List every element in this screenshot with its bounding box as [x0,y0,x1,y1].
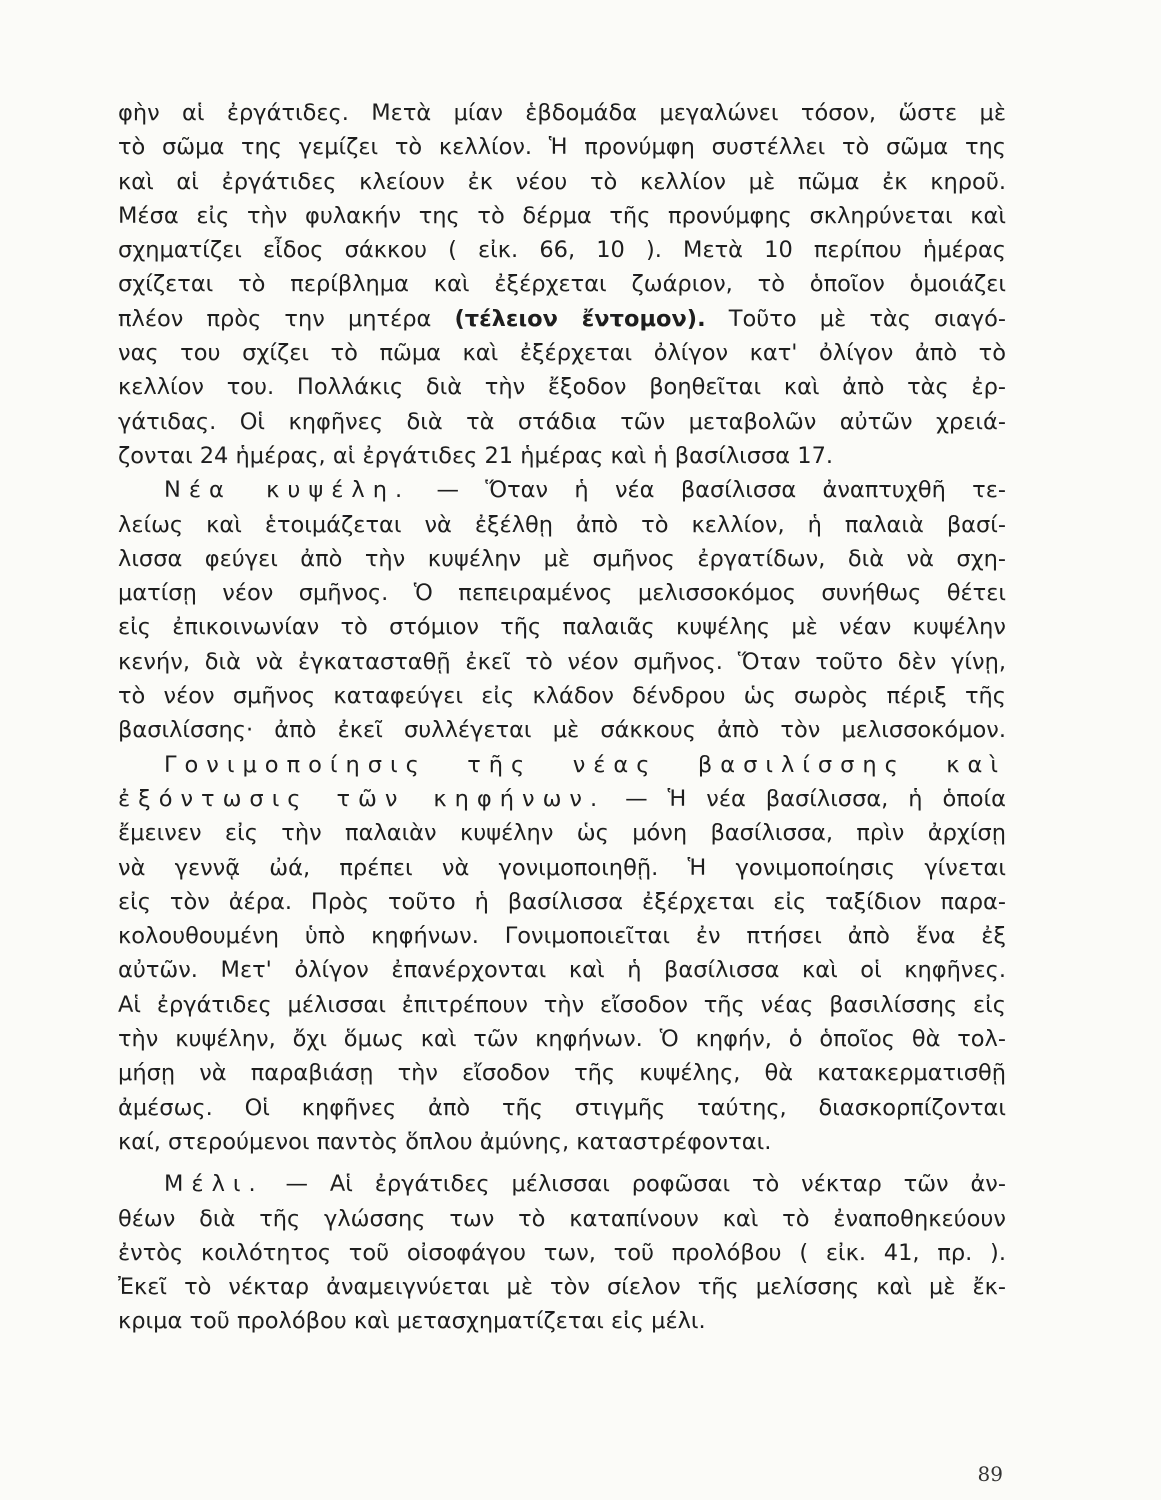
text-line: κολουθουμένη ὑπὸ κηφήνων. Γονιμοποιεῖται ἐν πτήσει ἀπὸ ἕνα ἐξ [118,923,1006,950]
paragraph-new-hive [118,473,1006,747]
text-line: σχίζεται τὸ περίβλημα καὶ ἐξέρχεται ζωάριον, τὸ ὁποῖον ὁμοιάζει [118,271,1006,298]
section-heading: Γονιμοποίησις τῆς νέας βασιλίσσης καὶ [164,751,1006,778]
text-line: αὐτῶν. Μετ' ὀλίγον ἐπανέρχονται καὶ ἡ βασίλισσα καὶ οἱ κηφῆνες. [118,957,1006,984]
text-line: γάτιδας. Οἱ κηφῆνες διὰ τὰ στάδια τῶν μεταβολῶν αὐτῶν χρειά- [118,408,1006,435]
text-line: Μέσα εἰς τὴν φυλακήν της τὸ δέρμα τῆς προνύμφης σκληρύνεται καὶ [118,202,1006,229]
text-line: εἰς ἐπικοινωνίαν τὸ στόμιον τῆς παλαιᾶς κυψέλης μὲ νέαν κυψέλην [118,614,1006,641]
text-line: κενήν, διὰ νὰ ἐγκατασταθῇ ἐκεῖ τὸ νέον σμῆνος. Ὅταν τοῦτο δὲν γίνῃ, [118,648,1006,675]
text-line: κελλίον του. Πολλάκις διὰ τὴν ἔξοδον βοηθεῖται καὶ ἀπὸ τὰς ἐρ- [118,374,1006,401]
text-line: φὴν αἱ ἐργάτιδες. Μετὰ μίαν ἑβδομάδα μεγαλώνει τόσον, ὥστε μὲ [118,100,1006,126]
page-number: 89 [977,1462,1003,1486]
body-text [118,96,1006,1339]
text-line [118,473,1006,507]
text-line: εἰς τὸν ἀέρα. Πρὸς τοῦτο ἡ βασίλισσα ἐξέρχεται εἰς ταξίδιον παρα- [118,888,1006,915]
text-run: — Αἱ ἐργάτιδες μέλισσαι ροφῶσαι τὸ νέκταρ τῶν ἀν- [263,1171,1006,1198]
text-line: ἔμεινεν εἰς τὴν παλαιὰν κυψέλην ὡς μόνη βασίλισσα, πρὶν ἀρχίσῃ [118,820,1006,847]
paragraph-honey [118,1167,1006,1338]
text-line: ζονται 24 ἡμέρας, αἱ ἐργάτιδες 21 ἡμέρας καὶ ἡ βασίλισσα 17. [118,442,834,469]
text-run: — Ἡ νέα βασίλισσα, ἡ ὁποία [605,785,1006,812]
text-line: ἀμέσως. Οἱ κηφῆνες ἀπὸ τῆς στιγμῆς ταύτης, διασκορπίζονται [118,1094,1006,1121]
text-line: νὰ γεννᾷ ὠά, πρέπει νὰ γονιμοποιηθῇ. Ἡ γονιμοποίησις γίνεται [118,854,1006,881]
text-line [118,748,1006,782]
section-heading: Νέα κυψέλη. [164,477,411,504]
text-line: Ἐκεῖ τὸ νέκταρ ἀναμειγνύεται μὲ τὸν σίελον τῆς μελίσσης καὶ μὲ ἔκ- [118,1274,1006,1301]
text-line: ματίσῃ νέον σμῆνος. Ὁ πεπειραμένος μελισσοκόμος συνήθως θέτει [118,580,1006,607]
text-line: βασιλίσσης· ἀπὸ ἐκεῖ συλλέγεται μὲ σάκκους ἀπὸ τὸν μελισσοκόμον. [118,717,1006,744]
bold-term: (τέλειον ἔντομον). [454,305,706,332]
text-line: Αἱ ἐργάτιδες μέλισσαι ἐπιτρέπουν τὴν εἴσοδον τῆς νέας βασιλίσσης εἰς [118,991,1006,1018]
text-run: — Ὅταν ἡ νέα βασίλισσα ἀναπτυχθῆ τε- [410,477,1006,504]
text-line: καί, στερούμενοι παντὸς ὅπλου ἀμύνης, καταστρέφονται. [118,1128,772,1155]
text-line: λείως καὶ ἑτοιμάζεται νὰ ἐξέλθῃ ἀπὸ τὸ κελλίον, ἡ παλαιὰ βασί- [118,511,1006,538]
text-run: πλέον πρὸς την μητέρα [118,305,455,332]
text-line: τὴν κυψέλην, ὄχι ὅμως καὶ τῶν κηφήνων. Ὁ κηφήν, ὁ ὁποῖος θὰ τολ- [118,1026,1006,1053]
text-line: σχηματίζει εἶδος σάκκου ( εἰκ. 66, 10 ). Μετὰ 10 περίπου ἡμέρας [118,237,1006,264]
section-heading: Μέλι. [164,1171,264,1198]
text-line: νας του σχίζει τὸ πῶμα καὶ ἐξέρχεται ὀλίγον κατ' ὀλίγον ἀπὸ τὸ [118,340,1006,367]
text-line: θέων διὰ τῆς γλώσσης των τὸ καταπίνουν καὶ τὸ ἐναποθηκεύουν [118,1205,1006,1232]
text-line: καὶ αἱ ἐργάτιδες κλείουν ἐκ νέου τὸ κελλίον μὲ πῶμα ἐκ κηροῦ. [118,168,1006,195]
text-line: τὸ σῶμα της γεμίζει τὸ κελλίον. Ἡ προνύμφη συστέλλει τὸ σῶμα της [118,134,1006,161]
text-line: κριμα τοῦ προλόβου καὶ μετασχηματίζεται εἰς μέλι. [118,1308,706,1335]
text-line: λισσα φεύγει ἀπὸ τὴν κυψέλην μὲ σμῆνος ἐργατίδων, διὰ νὰ σχη- [118,545,1006,572]
paragraph-larva-development [118,96,1006,473]
text-line: τὸ νέον σμῆνος καταφεύγει εἰς κλάδον δένδρου ὡς σωρὸς πέριξ τῆς [118,683,1006,710]
text-line [118,782,1006,816]
text-line: ἐντὸς κοιλότητος τοῦ οἰσοφάγου των, τοῦ προλόβου ( εἰκ. 41, πρ. ). [118,1239,1006,1266]
text-line [118,1167,1006,1201]
section-heading: ἐξόντωσις τῶν κηφήνων. [118,785,606,812]
text-line [118,302,1006,336]
text-line: μήσῃ νὰ παραβιάσῃ τὴν εἴσοδον τῆς κυψέλης, θὰ κατακερματισθῇ [118,1060,1006,1087]
paragraph-fertilization [118,748,1006,1160]
text-run: Τοῦτο μὲ τὰς σιαγό- [705,305,1006,332]
